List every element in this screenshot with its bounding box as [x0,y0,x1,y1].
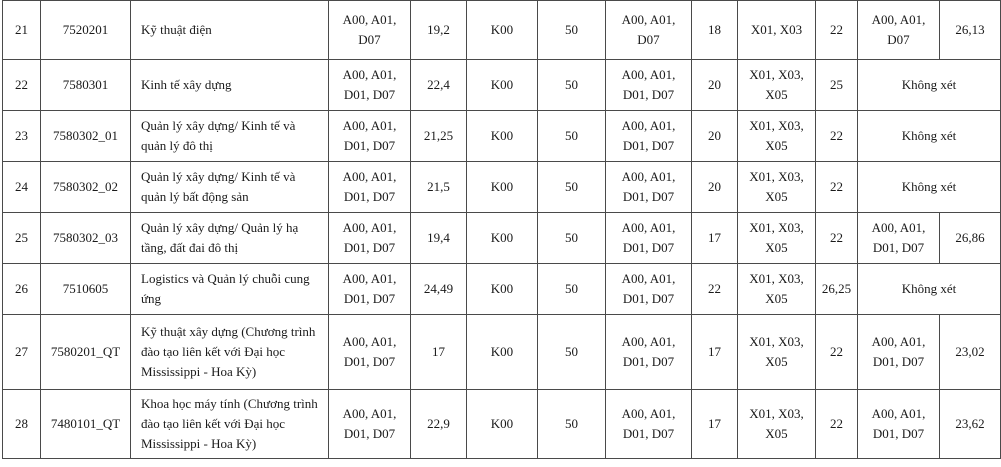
k-score-cell: 50 [538,315,606,390]
combo4-cell: A00, A01, D01, D07 [858,315,940,390]
stt-cell: 28 [3,390,41,459]
score1-cell: 22,4 [411,60,467,111]
stt-cell: 21 [3,1,41,60]
table-row [3,162,1001,213]
score4-cell: 23,02 [940,315,1001,390]
stt-cell: 25 [3,213,41,264]
major-name-cell: Logistics và Quản lý chuỗi cung ứng [131,264,329,315]
combo1-cell: A00, A01, D01, D07 [329,162,411,213]
major-name-cell: Quản lý xây dựng/ Kinh tế và quản lý đô thị [131,111,329,162]
k-score-cell: 50 [538,264,606,315]
combo2-cell: A00, A01, D01, D07 [606,60,692,111]
score1-cell: 24,49 [411,264,467,315]
major-code-cell: 7480101_QT [41,390,131,459]
combo3-cell: X01, X03 [738,1,816,60]
k-combo-cell: K00 [467,162,538,213]
k-combo-cell: K00 [467,213,538,264]
not-considered-cell: Không xét [858,264,1001,315]
combo3-cell: X01, X03, X05 [738,390,816,459]
table-row [3,315,1001,390]
combo2-cell: A00, A01, D01, D07 [606,111,692,162]
not-considered-cell: Không xét [858,162,1001,213]
combo1-cell: A00, A01, D01, D07 [329,213,411,264]
score2-cell: 18 [692,1,738,60]
combo1-cell: A00, A01, D07 [329,1,411,60]
score4-cell: 26,13 [940,1,1001,60]
combo1-cell: A00, A01, D01, D07 [329,60,411,111]
score2-cell: 20 [692,162,738,213]
score2-cell: 22 [692,264,738,315]
score2-cell: 17 [692,315,738,390]
combo3-cell: X01, X03, X05 [738,264,816,315]
major-name-cell: Khoa học máy tính (Chương trình đào tạo liên kết với Đại học Mississippi - Hoa Kỳ) [131,390,329,459]
major-name-cell: Quản lý xây dựng/ Kinh tế và quản lý bất động sản [131,162,329,213]
major-code-cell: 7510605 [41,264,131,315]
not-considered-cell: Không xét [858,60,1001,111]
score3-cell: 26,25 [816,264,858,315]
score1-cell: 22,9 [411,390,467,459]
major-name-cell: Kỹ thuật xây dựng (Chương trình đào tạo liên kết với Đại học Mississippi - Hoa Kỳ) [131,315,329,390]
score3-cell: 25 [816,60,858,111]
score3-cell: 22 [816,315,858,390]
k-combo-cell: K00 [467,264,538,315]
score3-cell: 22 [816,390,858,459]
major-name-cell: Kinh tế xây dựng [131,60,329,111]
k-score-cell: 50 [538,1,606,60]
table-row [3,60,1001,111]
k-combo-cell: K00 [467,390,538,459]
k-combo-cell: K00 [467,1,538,60]
score2-cell: 17 [692,213,738,264]
combo2-cell: A00, A01, D07 [606,1,692,60]
score1-cell: 19,4 [411,213,467,264]
stt-cell: 24 [3,162,41,213]
combo3-cell: X01, X03, X05 [738,213,816,264]
score4-cell: 26,86 [940,213,1001,264]
major-code-cell: 7520201 [41,1,131,60]
score1-cell: 17 [411,315,467,390]
combo1-cell: A00, A01, D01, D07 [329,390,411,459]
score1-cell: 19,2 [411,1,467,60]
k-score-cell: 50 [538,390,606,459]
combo3-cell: X01, X03, X05 [738,111,816,162]
k-score-cell: 50 [538,60,606,111]
combo2-cell: A00, A01, D01, D07 [606,264,692,315]
table-row [3,264,1001,315]
score1-cell: 21,25 [411,111,467,162]
stt-cell: 23 [3,111,41,162]
score2-cell: 20 [692,111,738,162]
combo1-cell: A00, A01, D01, D07 [329,315,411,390]
combo3-cell: X01, X03, X05 [738,162,816,213]
score2-cell: 17 [692,390,738,459]
combo2-cell: A00, A01, D01, D07 [606,162,692,213]
combo3-cell: X01, X03, X05 [738,60,816,111]
major-code-cell: 7580302_02 [41,162,131,213]
score3-cell: 22 [816,111,858,162]
major-code-cell: 7580302_01 [41,111,131,162]
combo4-cell: A00, A01, D01, D07 [858,390,940,459]
score4-cell: 23,62 [940,390,1001,459]
combo4-cell: A00, A01, D07 [858,1,940,60]
score3-cell: 22 [816,213,858,264]
k-score-cell: 50 [538,213,606,264]
k-combo-cell: K00 [467,111,538,162]
table-row [3,390,1001,459]
score3-cell: 22 [816,1,858,60]
score2-cell: 20 [692,60,738,111]
k-score-cell: 50 [538,162,606,213]
not-considered-cell: Không xét [858,111,1001,162]
major-name-cell: Quản lý xây dựng/ Quản lý hạ tầng, đất đai đô thị [131,213,329,264]
k-combo-cell: K00 [467,60,538,111]
combo2-cell: A00, A01, D01, D07 [606,213,692,264]
stt-cell: 27 [3,315,41,390]
stt-cell: 26 [3,264,41,315]
score1-cell: 21,5 [411,162,467,213]
major-code-cell: 7580301 [41,60,131,111]
score3-cell: 22 [816,162,858,213]
major-name-cell: Kỹ thuật điện [131,1,329,60]
k-score-cell: 50 [538,111,606,162]
combo1-cell: A00, A01, D01, D07 [329,111,411,162]
combo2-cell: A00, A01, D01, D07 [606,315,692,390]
table-row [3,1,1001,60]
table-row [3,213,1001,264]
combo4-cell: A00, A01, D01, D07 [858,213,940,264]
table-row [3,111,1001,162]
major-code-cell: 7580302_03 [41,213,131,264]
combo3-cell: X01, X03, X05 [738,315,816,390]
admission-scores-table [2,0,1001,459]
combo1-cell: A00, A01, D01, D07 [329,264,411,315]
stt-cell: 22 [3,60,41,111]
major-code-cell: 7580201_QT [41,315,131,390]
k-combo-cell: K00 [467,315,538,390]
combo2-cell: A00, A01, D01, D07 [606,390,692,459]
